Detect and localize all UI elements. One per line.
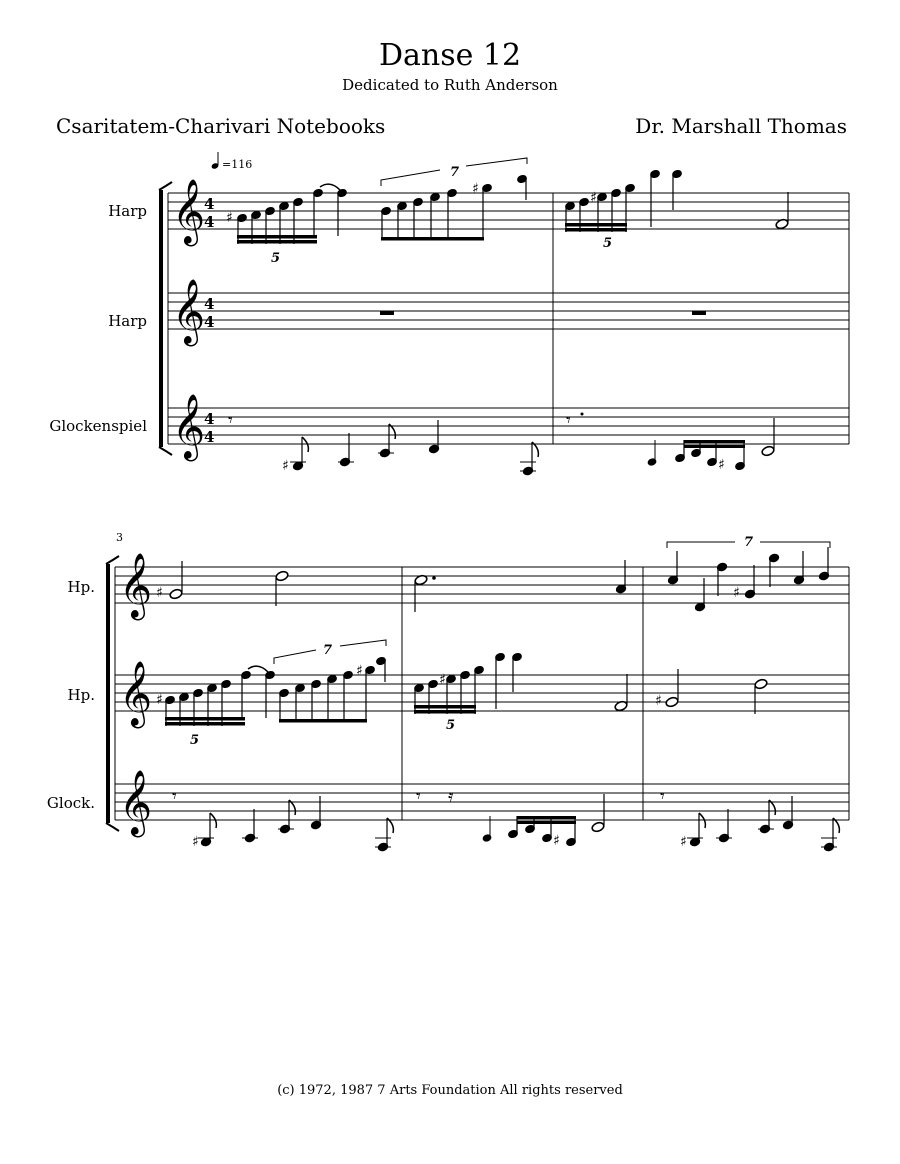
eighth-rest-icon: 𝄾 [228, 410, 233, 431]
tuplet-number: 7 [450, 165, 460, 180]
glock-measure-1 [228, 410, 538, 476]
treble-clef-icon: 𝄞 [172, 179, 206, 244]
composer-name: Dr. Marshall Thomas [635, 114, 847, 138]
tuplet-number: 7 [744, 535, 754, 550]
glock-measure-2 [566, 410, 775, 473]
svg-text:♯: ♯ [590, 190, 597, 206]
svg-text:♯: ♯ [680, 834, 687, 850]
svg-text:♯: ♯ [282, 458, 289, 474]
harp1-measure-1 [226, 158, 527, 244]
svg-text:♯: ♯ [156, 585, 163, 601]
staff-lines [168, 193, 849, 444]
tuplet-number: 5 [190, 733, 200, 748]
sixteenth-rest-icon: 𝄿 [448, 786, 454, 807]
treble-clef-icon: 𝄞 [172, 394, 206, 459]
instrument-label: Hp. [67, 578, 95, 596]
svg-text:♯: ♯ [192, 834, 199, 850]
treble-clef-icon: 𝄞 [119, 661, 153, 726]
svg-text:♯: ♯ [156, 692, 163, 708]
time-signature-top: 4 [204, 410, 215, 428]
copyright-notice: (c) 1972, 1987 7 Arts Foundation All rights reserved [277, 1083, 623, 1098]
svg-text:♯: ♯ [655, 693, 662, 709]
whole-rest-icon [380, 311, 394, 315]
time-signature-top: 4 [204, 295, 215, 313]
harp1-measures-3-5 [156, 542, 830, 612]
measure-number: 3 [116, 531, 123, 544]
tempo-mark [211, 152, 219, 170]
collection-name: Csaritatem-Charivari Notebooks [56, 114, 386, 138]
svg-text:♯: ♯ [733, 585, 740, 601]
staff-lines [115, 567, 849, 820]
eighth-rest-icon: 𝄾 [566, 410, 571, 431]
time-signature-bottom: 4 [204, 313, 215, 331]
instrument-label: Hp. [67, 686, 95, 704]
time-signature-bottom: 4 [204, 428, 215, 446]
instrument-label: Harp [108, 202, 147, 220]
svg-text:♯: ♯ [553, 833, 560, 849]
eighth-rest-icon: 𝄾 [172, 786, 177, 807]
tuplet-number: 5 [446, 718, 456, 733]
treble-clef-icon: 𝄞 [119, 553, 153, 618]
glock-measures-3-5 [172, 786, 839, 852]
instrument-label: Glock. [46, 794, 95, 812]
sharp-icon: ♯ [226, 210, 233, 226]
treble-clef-icon: 𝄞 [172, 279, 206, 344]
instrument-label: Glockenspiel [49, 417, 147, 435]
eighth-rest-icon: 𝄾 [660, 786, 665, 807]
instrument-label: Harp [108, 312, 147, 330]
svg-text:♯: ♯ [718, 457, 725, 473]
eighth-rest-icon: 𝄾 [416, 786, 421, 807]
time-signature-top: 4 [204, 195, 215, 213]
harp1-measure-2 [565, 169, 789, 232]
piece-title: Danse 12 [378, 38, 522, 73]
tuplet-number: 5 [271, 251, 281, 266]
system-bracket [159, 182, 849, 455]
svg-text:♯: ♯ [439, 672, 446, 688]
treble-clef-icon: 𝄞 [119, 770, 153, 835]
whole-rest-icon [692, 311, 706, 315]
tuplet-number: 5 [603, 236, 613, 251]
dedication: Dedicated to Ruth Anderson [342, 76, 558, 94]
tuplet-number: 7 [323, 643, 333, 658]
harp2-measures-3-5 [156, 640, 768, 726]
tempo-value: =116 [222, 158, 253, 171]
svg-text:♯: ♯ [472, 181, 479, 197]
svg-text:♯: ♯ [356, 663, 363, 679]
time-signature-bottom: 4 [204, 213, 215, 231]
system-1 [159, 152, 849, 455]
